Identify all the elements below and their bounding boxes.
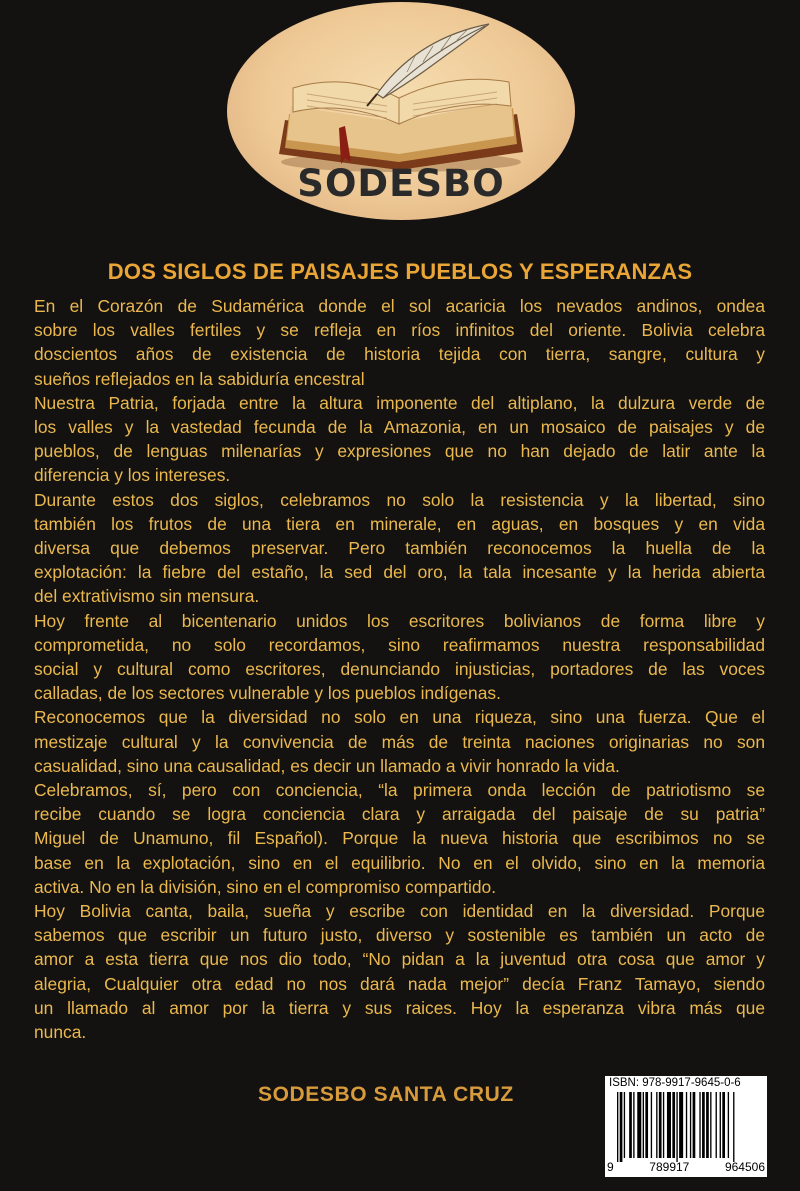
back-cover-title: DOS SIGLOS DE PAISAJES PUEBLOS Y ESPERANZAS [107,259,693,284]
paragraph-line: un llamado al amor por la tierra y sus raices. Hoy la esperanza vibra más que [34,997,765,1018]
paragraph-line: del extrativismo sin mensura. [34,586,260,607]
paragraph-line: diversa que debemos preservar. Pero también reconocemos la huella de la [34,538,765,559]
paragraph [34,899,765,1044]
publisher-name: SODESBO SANTA CRUZ [258,1083,514,1106]
paragraph-line: casualidad, sino una causalidad, es decir un llamado a vivir honrado la vida. [34,755,620,776]
paragraph-line: pueblos, de lenguas milenarías y expresiones que no han dejado de latir ante la [34,441,765,462]
publisher-logo [227,2,575,220]
paragraph-line: los valles y la vastedad fecunda de la Amazonia, en un mosaico de paisajes y de [34,417,765,438]
paragraph-line: explotación: la fiebre del estaño, la sed del oro, la tala incesante y la herida abierta [34,562,765,583]
paragraph-line: Durante estos dos siglos, celebramos no solo la resistencia y la libertad, sino [34,489,765,510]
paragraph [34,294,765,391]
paragraph-line: amor a esta tierra que nos dio todo, “No pidan a la juventud otra cosa que amor y [34,949,765,970]
paragraph [34,609,765,706]
paragraph-line: recibe cuando se logra conciencia clara y arraigada del paisaje de su patria” [34,804,765,825]
paragraph-line: alegria, Cualquier otra edad no nos dará nada mejor” decía Franz Tamayo, siendo [34,973,765,994]
paragraph-line: mestizaje cultural y la convivencia de más de treinta naciones originarias no son [34,731,765,752]
paragraph-line: comprometida, no solo recordamos, sino reafirmamos nuestra responsabilidad [34,634,765,655]
paragraph-line: base en la explotación, sino en el equilibrio. No en el olvido, sino en la memoria [34,852,765,873]
paragraph-line: sobre los valles fertiles y se refleja en ríos infinitos del oriente. Bolivia celebra [34,320,765,341]
paragraph-line: Hoy Bolivia canta, baila, sueña y escribe con identidad en la diversidad. Porque [34,901,765,922]
isbn-label: ISBN: 978-9917-9645-0-6 [609,1077,741,1089]
paragraph [34,391,765,488]
paragraph-line: calladas, de los sectores vulnerable y los pueblos indígenas. [34,683,501,704]
paragraph-line: también los frutos de una tiera en minerale, en aguas, en bosques y en vida [34,513,765,534]
paragraph [34,705,765,778]
paragraph-line: doscientos años de existencia de historia tejida con tierra, sangre, cultura y [34,344,765,365]
barcode-digit-group: 964506 [724,1160,765,1174]
isbn-barcode [605,1076,767,1177]
paragraph-line: Miguel de Unamuno, fil Español). Porque la nueva historia que escribimos no se [34,828,765,849]
logo-text: SODESBO [297,162,505,205]
paragraph-line: Reconocemos que la diversidad no solo en una riqueza, sino una fuerza. Que el [34,707,765,728]
paragraph-line: social y cultural como escritores, denunciando injusticias, portadores de las voces [34,659,765,680]
paragraph-line: Nuestra Patria, forjada entre la altura imponente del altiplano, la dulzura verde de [34,392,765,413]
paragraph-line: diferencia y los intereses. [34,465,231,486]
barcode-digit-group: 789917 [649,1160,690,1174]
paragraph-line: sueños reflejados en la sabiduría encestral [34,368,365,389]
paragraph-line: Celebramos, sí, pero con conciencia, “la primera onda lección de patriotismo se [34,780,765,801]
paragraph-line: activa. No en la división, sino en el compromiso compartido. [34,876,497,897]
paragraph-line: Hoy frente al bicentenario unidos los escritores bolivianos de forma libre y [34,610,765,631]
barcode-digits [607,1160,765,1174]
paragraph [34,778,765,899]
body-text [34,294,765,1044]
paragraph-line: En el Corazón de Sudamérica donde el sol acaricia los nevados andinos, ondea [34,296,765,316]
paragraph-line: nunca. [34,1022,87,1043]
barcode-digit-group: 9 [607,1160,614,1174]
paragraph [34,488,765,609]
paragraph-line: sabemos que escribir un futuro justo, diverso y sostenible es también un acto de [34,925,765,946]
